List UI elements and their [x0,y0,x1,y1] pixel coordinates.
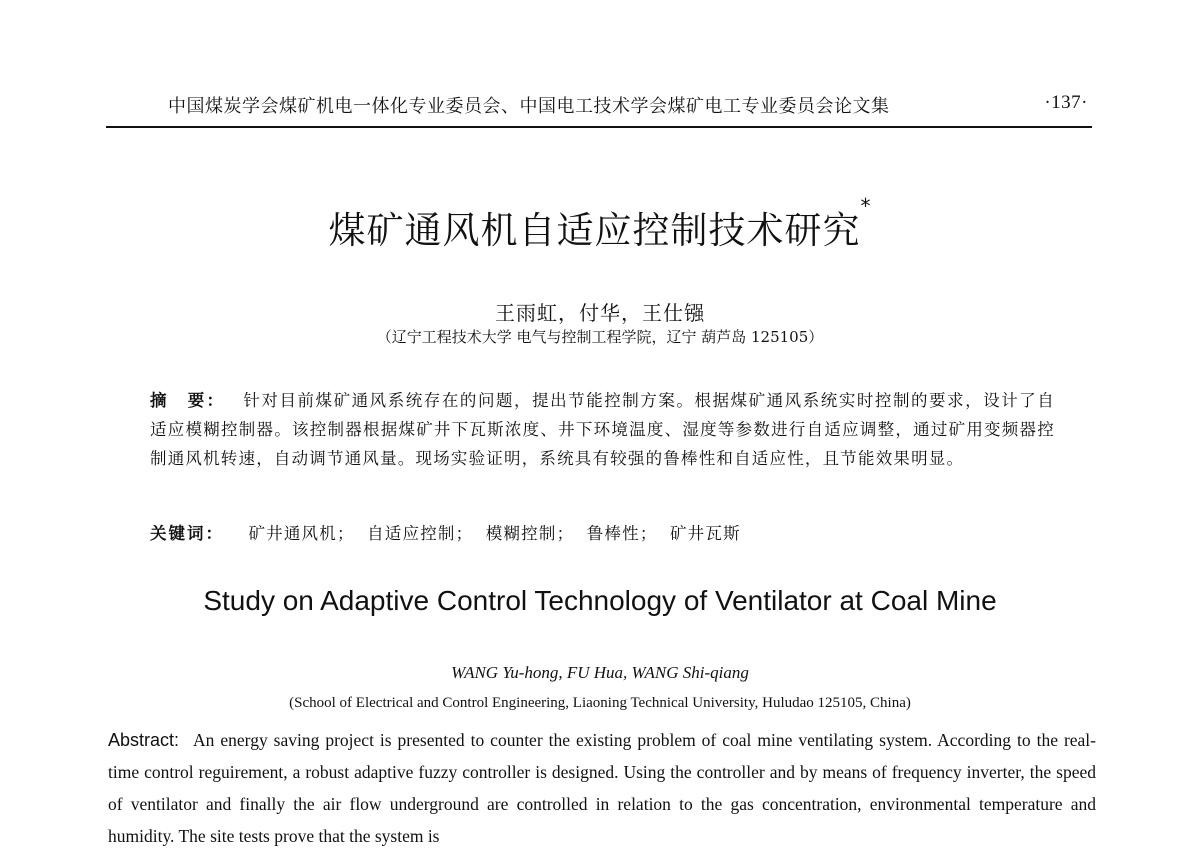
running-header [168,92,1088,118]
keyword-item: 自适应控制； [367,524,474,543]
paper-title-en: Study on Adaptive Control Technology of Ventilator at Coal Mine [203,585,997,616]
abstract-en-label: Abstract: [108,730,180,750]
keyword-item: 模糊控制； [485,524,575,543]
header-divider [106,126,1092,128]
page-number: ·137· [1044,92,1088,113]
abstract-cn-label: 摘 要： [150,391,226,410]
keywords-cn [150,520,1055,544]
abstract-cn-text: 针对目前煤矿通风系统存在的问题，提出节能控制方案。根据煤矿通风系统实时控制的要求，设计了自适应模糊控制器。该控制器根据煤矿井下瓦斯浓度、井下环境温度、湿度等参数进行自适应调整，通过矿用变频器控制通风机转速，自动调节通风量。现场实验证明，系统具有较强的鲁棒性和自适应性，且节能效果明显。 [150,391,1055,468]
keyword-item: 矿井通风机； [248,524,355,543]
paper-title-cn-text: 煤矿通风机自适应控制技术研究 [328,209,861,252]
keyword-item: 矿井瓦斯 [669,524,741,543]
abstract-cn [150,386,1055,473]
affiliation-en: (School of Electrical and Control Engineering, Liaoning Technical University, Huludao 125105, China) [289,695,911,711]
authors-en: WANG Yu-hong, FU Hua, WANG Shi-qiang [451,663,749,682]
abstract-en-text: An energy saving project is presented to counter the existing problem of coal mine ventilating system. According to the real-time control reguirement, a robust adaptive fuzzy controller is designed. Using the controller and by means of frequency inverter, the speed of ventilator and finally the air flow underground are controlled in relation to the gas concentration, environmental temperature and humidity. The site tests prove that the system is [108,730,1096,846]
keywords-cn-label: 关键词： [150,524,224,543]
abstract-en [108,724,1096,861]
affiliation-cn: （辽宁工程技术大学 电气与控制工程学院，辽宁 葫芦岛 125105） [376,328,824,346]
keyword-item: 鲁棒性； [586,524,658,543]
title-footnote-mark: * [860,194,872,218]
authors-cn: 王雨虹，付华，王仕镪 [495,301,705,325]
paper-title-cn [0,194,1200,254]
running-header-title: 中国煤炭学会煤矿机电一体化专业委员会、中国电工技术学会煤矿电工专业委员会论文集 [168,96,890,117]
